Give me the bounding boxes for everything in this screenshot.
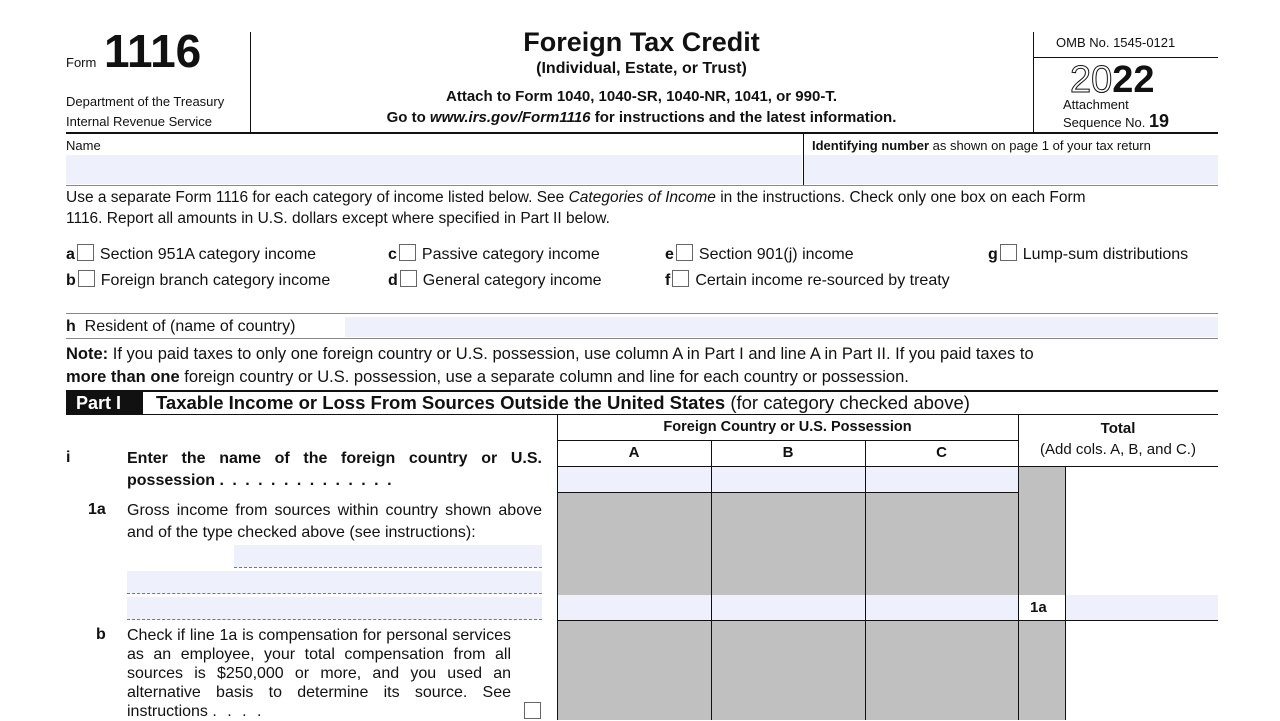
checkbox[interactable] [399,244,416,261]
omb-number: OMB No. 1545-0121 [1056,35,1176,50]
line-b-checkbox[interactable] [524,702,541,719]
column-a-header: A [628,444,640,461]
attachment-label: Attachment [1063,97,1129,112]
name-label: Name [66,138,101,153]
form-subtitle: (Individual, Estate, or Trust) [536,60,747,77]
form-number: 1116 [104,25,202,77]
country-name-row[interactable] [557,466,1018,492]
checkbox[interactable] [78,270,95,287]
intro-line-2: 1116. Report all amounts in U.S. dollars except where specified in Part II below. [66,210,610,227]
category-a[interactable]: a Section 951A category income [66,246,317,263]
category-e[interactable]: e Section 901(j) income [665,246,854,263]
attach-text: Attach to Form 1040, 1040-SR, 1040-NR, 1041, or 990-T. [446,88,837,105]
category-d[interactable]: d General category income [388,272,602,289]
irs: Internal Revenue Service [66,114,212,129]
category-b[interactable]: b Foreign branch category income [66,272,331,289]
column-c-header: C [936,444,947,461]
part-1-title: Taxable Income or Loss From Sources Outside the United States (for category checked above) [156,392,970,413]
line-1a-total-input[interactable] [1065,595,1218,620]
note: Note: If you paid taxes to only one foreign country or U.S. possession, use column A in Part I and line A in Part II. If you paid taxes to more than one foreign country or U.S. possession, use a separate column and line for each country or possession. [66,345,1034,386]
foreign-country-header: Foreign Country or U.S. Possession [663,419,912,435]
tax-year: 2022 [1070,59,1155,101]
line-1a-number: 1a [88,501,106,518]
category-f[interactable]: f Certain income re-sourced by treaty [665,272,950,289]
form-title: Foreign Tax Credit [523,27,760,57]
category-g[interactable]: g Lump-sum distributions [988,246,1189,263]
checkbox[interactable] [672,270,689,287]
total-header: Total [1100,420,1136,437]
checkbox[interactable] [77,244,94,261]
resident-country-input[interactable] [345,317,1218,337]
checkbox[interactable] [1000,244,1017,261]
resident-label: h Resident of (name of country) [66,318,296,335]
line-1a-detail-input-1[interactable] [234,545,542,568]
dept-treasury: Department of the Treasury [66,94,225,109]
line-b-text: Check if line 1a is compensation for personal services as an employee, your total compensation from all sources is $250,000 or more, and you used an alternative basis to determine its source. See instructions . . . . [127,627,511,720]
line-i-number: i [66,449,71,466]
total-subheader: (Add cols. A, B, and C.) [1040,441,1196,458]
line-b-number: b [96,626,106,643]
name-input[interactable] [66,155,802,184]
irs-link[interactable]: www.irs.gov/Form1116 [429,109,591,126]
goto-text: Go to www.irs.gov/Form1116 for instructions and the latest information. [386,109,897,126]
category-c[interactable]: c Passive category income [388,246,600,263]
checkbox[interactable] [676,244,693,261]
identifying-number-input[interactable] [804,155,1218,184]
line-i-text: Enter the name of the foreign country or U.S. possession . . . . . . . . . . . . . . [127,450,542,489]
line-1a-detail-input-3[interactable] [127,597,542,620]
line-1a-detail-input-2[interactable] [127,571,542,594]
checkbox[interactable] [400,270,417,287]
form-word: Form [66,55,97,70]
line-1a-inputs[interactable] [557,595,1018,620]
intro-line-1: Use a separate Form 1116 for each category of income listed below. See Categories of Income in the instructions. Check only one box on each Form [66,189,1086,206]
part-1-label: Part I [66,392,143,414]
line-1a-text: Gross income from sources within country shown above and of the type checked above (see instructions): [127,502,542,541]
column-b-header: B [782,444,794,461]
line-1a-label: 1a [1030,599,1047,616]
sequence-label: Sequence No. 19 [1063,111,1170,131]
id-label: Identifying number as shown on page 1 of your tax return [812,138,1151,153]
